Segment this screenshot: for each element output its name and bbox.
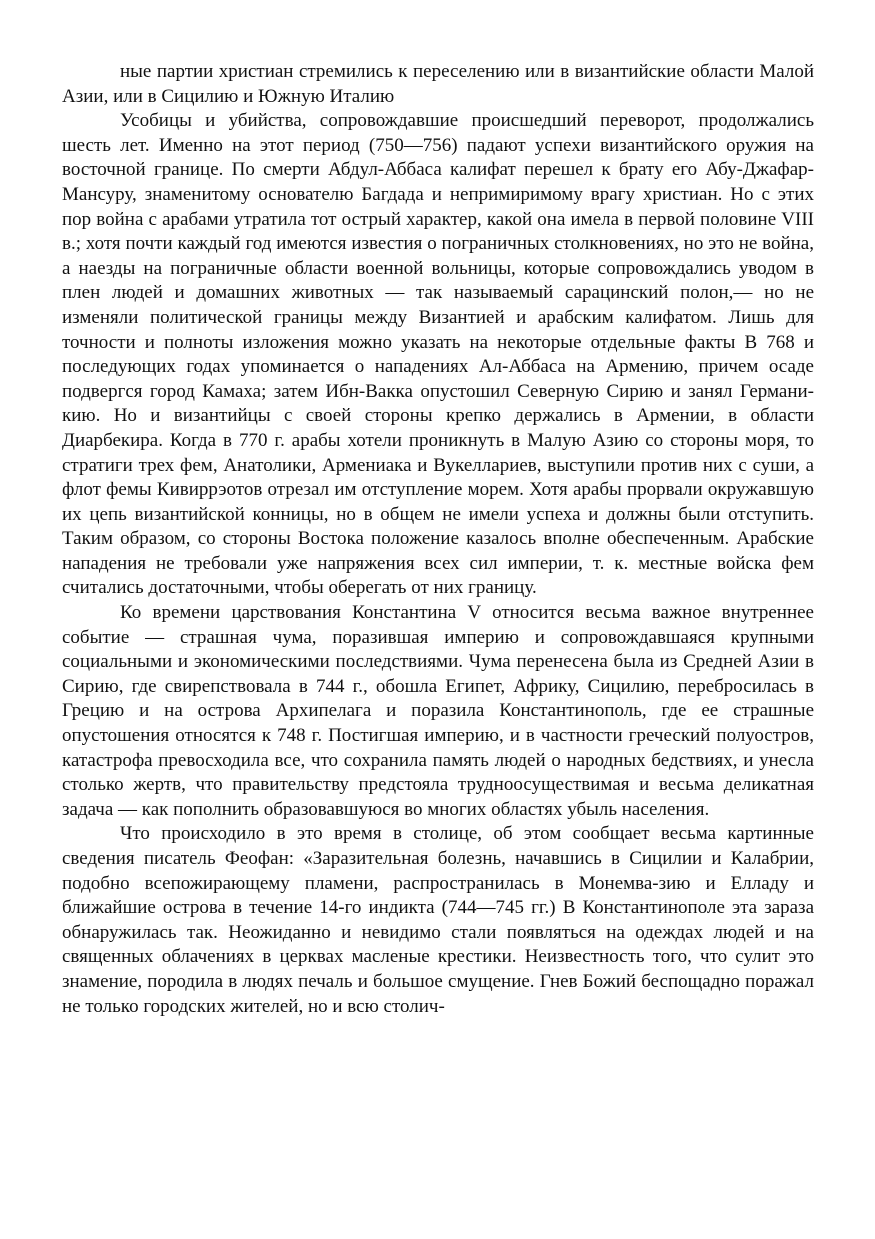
paragraph-2: Усобицы и убийства, сопровождавшие происшедший переворот, продолжались шесть лет. Именно на этот период (750—756) падают успехи византийского оружия на восточной границе. По смерти Абдул-Аббаса калифат перешел к брату его Абу-Джафар-Мансуру, знаменитому основателю Багдада и непримиримому врагу христиан. Но с этих пор война с арабами утратила тот острый характер, какой она имела в первой половине VIII в.; хотя почти каждый год имеются известия о пограничных столкновениях, но это не война, а наезды на пограничные области военной вольницы, которые сопровождались уводом в плен людей и домашних животных — так называемый сарацинский полон,— но не изменяли политической границы между Византией и арабским калифатом. Лишь для точности и полноты изложения можно указать на некоторые отдельные факты В 768 и последующих годах упоминается о нападениях Ал-Аббаса на Армению, причем осаде подвергся город Камаха; затем Ибн-Вакка опустошил Северную Сирию и занял Германи-кию. Но и византийцы с своей стороны крепко держались в Армении, в области Диарбекира. Когда в 770 г. арабы хотели проникнуть в Малую Азию со стороны моря, то стратиги трех фем, Анатолики, Армениака и Вукеллариев, выступили против них с суши, а флот фемы Кивиррэотов отрезал им отступление морем. Хотя арабы прорвали окружавшую их цепь византийской конницы, но в общем не имели успеха и должны были отступить. Таким образом, со стороны Востока положение казалось вполне обеспеченным. Арабские нападения не требовали уже напряжения всех сил империи, т. к. местные войска фем считались достаточными, чтобы оберегать от них границу. xyxy=(62,110,814,599)
paragraph-1: ные партии христиан стремились к переселению или в византийские области Малой Азии, или в Сицилию и Южную Италию xyxy=(62,61,814,107)
paragraph-4: Что происходило в это время в столице, об этом сообщает весьма картинные сведения писатель Феофан: «Заразительная болезнь, начавшись в Сицилии и Калабрии, подобно всепожирающему пламени, распространилась в Монемва-зию и Елладу и ближайшие острова в течение 14-го индикта (744—745 гг.) В Константинополе эта зараза обнаружилась так. Неожиданно и невидимо стали появляться на одеждах людей и на священных облачениях в церквах масленые крестики. Неизвестность того, что сулит это знамение, породила в людях печаль и большое смущение. Гнев Божий беспощадно поражал не только городских жителей, но и всю столич- xyxy=(62,823,814,1017)
document-page xyxy=(62,60,814,1019)
paragraph-3: Ко времени царствования Константина V относится весьма важное внутреннее событие — страшная чума, поразившая империю и сопровождавшаяся крупными социальными и экономическими последствиями. Чума перенесена была из Средней Азии в Сирию, где свирепствовала в 744 г., обошла Египет, Африку, Сицилию, перебросилась в Грецию и на острова Архипелага и поразила Константинополь, где ее страшные опустошения относятся к 748 г. Постигшая империю, и в частности греческий полуостров, катастрофа превосходила все, что сохранила память людей о народных бедствиях, и унесла столько жертв, что правительству предстояла трудноосуществимая и весьма деликатная задача — как пополнить образовавшуюся во многих областях убыль населения. xyxy=(62,602,814,820)
